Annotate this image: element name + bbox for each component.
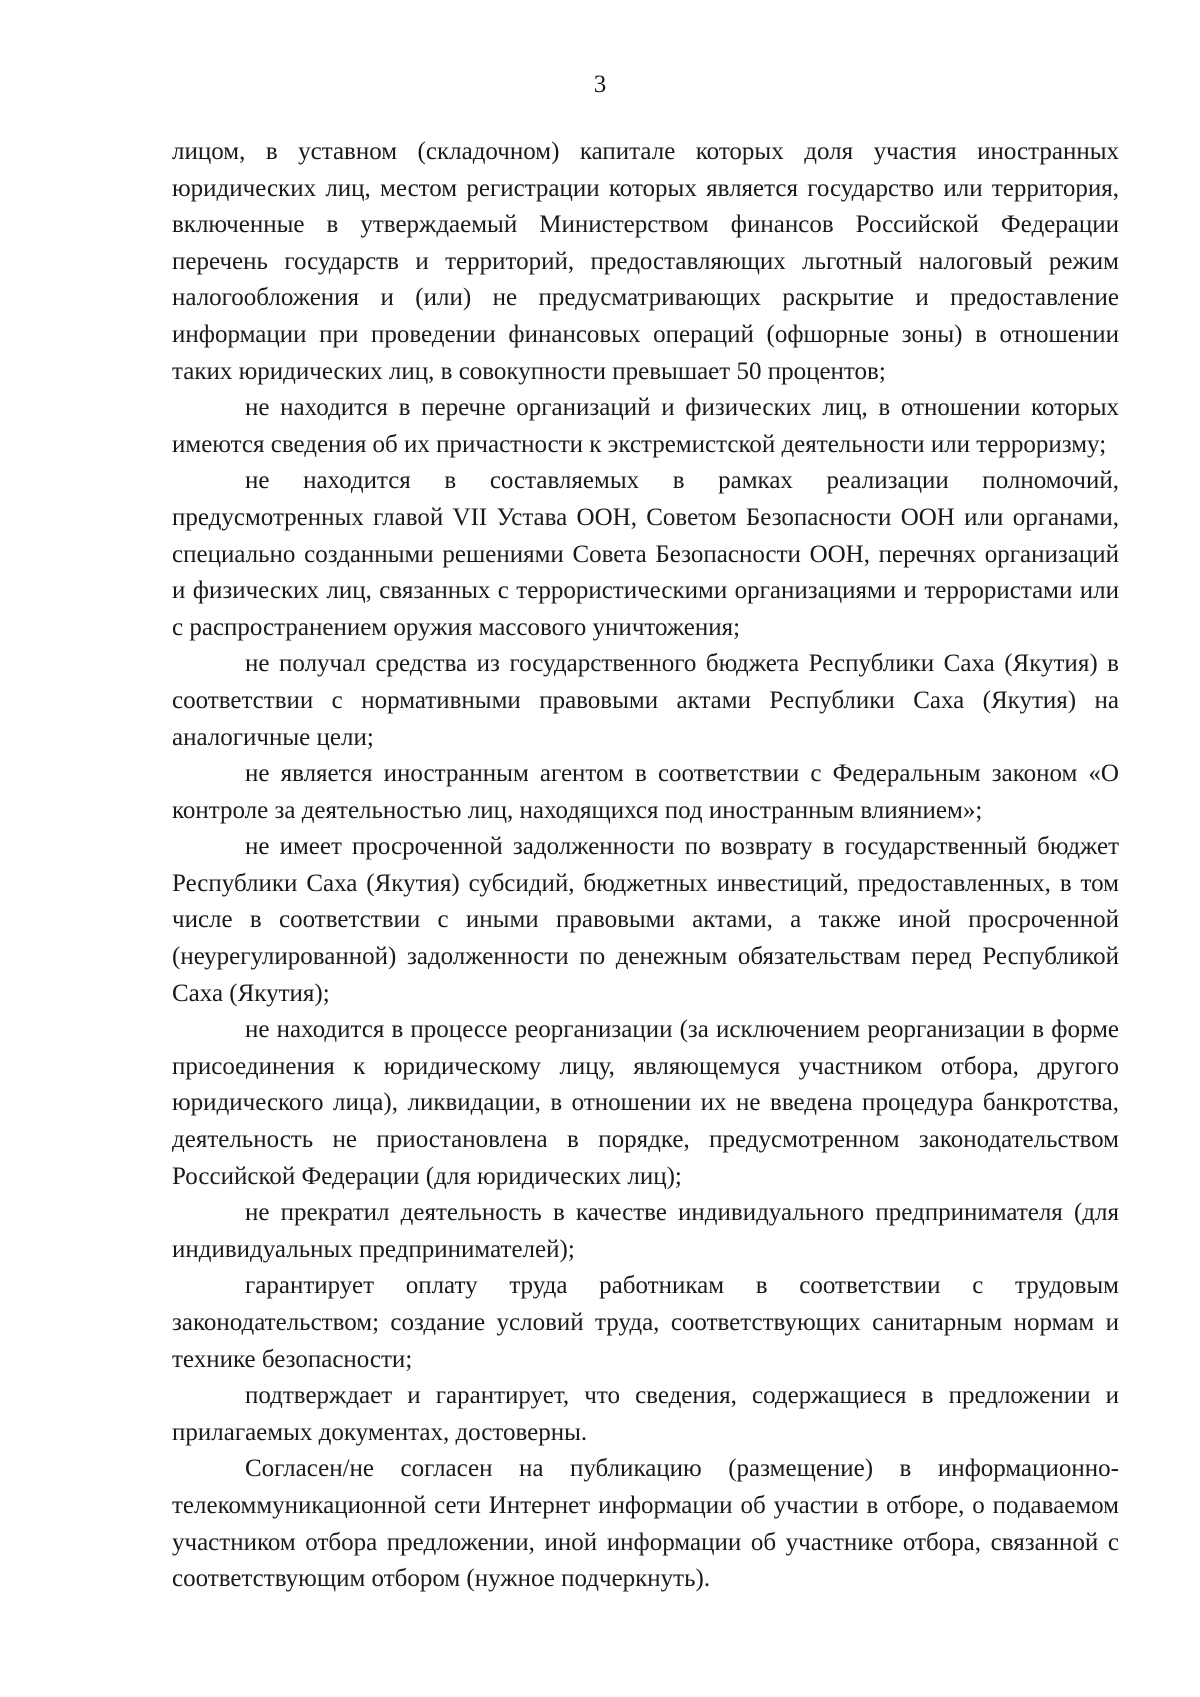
paragraph-un-sanctions-list: не находится в составляемых в рамках реализации полномочий, предусмотренных главой VII Устава ООН, Советом Безопасности ООН или органами, специально созданными решениями Совета Безопасности ООН, перечнях организаций и физических лиц, связанных с террористическими организациями и террористами или с распространением оружия массового уничтожения; (172, 467, 1119, 641)
paragraph-not-foreign-agent: не является иностранным агентом в соответствии с Федеральным законом «О контроле за деятельностью лиц, находящихся под иностранным влиянием»; (172, 760, 1119, 824)
paragraph-offshore-continuation: лицом, в уставном (складочном) капитале которых доля участия иностранных юридических лиц, местом регистрации которых является государство или территория, включенные в утверждаемый Министерством финансов Российской Федерации перечень государств и территорий, предоставляющих льготный налоговый режим налогообложения и (или) не предусматривающих раскрытие и предоставление информации при проведении финансовых операций (офшорные зоны) в отношении таких юридических лиц, в совокупности превышает 50 процентов; (172, 138, 1119, 385)
paragraph-no-overdue-debt: не имеет просроченной задолженности по возврату в государственный бюджет Республики Саха (Якутия) субсидий, бюджетных инвестиций, предоставленных, в том числе в соответствии с иными правовыми актами, а также иной просроченной (неурегулированной) задолженности по денежным обязательствам перед Республикой Саха (Якутия); (172, 833, 1119, 1007)
paragraph-labor-guarantee: гарантирует оплату труда работникам в соответствии с трудовым законодательством; создание условий труда, соответствующих санитарным нормам и технике безопасности; (172, 1272, 1119, 1373)
paragraph-no-reorganization: не находится в процессе реорганизации (за исключением реорганизации в форме присоединения к юридическому лицу, являющемуся участником отбора, другого юридического лица), ликвидации, в отношении их не введена процедура банкротства, деятельность не приостановлена в порядке, предусмотренном законодательством Российской Федерации (для юридических лиц); (172, 1016, 1119, 1190)
page-number: 3 (593, 71, 607, 98)
paragraph-extremism-list: не находится в перечне организаций и физических лиц, в отношении которых имеются сведения об их причастности к экстремистской деятельности или терроризму; (172, 394, 1119, 458)
paragraph-information-accuracy: подтверждает и гарантирует, что сведения, содержащиеся в предложении и прилагаемых документах, достоверны. (172, 1382, 1119, 1446)
paragraph-publication-consent: Согласен/не согласен на публикацию (размещение) в информационно-телекоммуникационной сети Интернет информации об участии в отборе, о подаваемом участником отбора предложении, иной информации об участнике отбора, связанной с соответствующим отбором (нужное подчеркнуть). (172, 1455, 1119, 1593)
paragraph-no-budget-funds: не получал средства из государственного бюджета Республики Саха (Якутия) в соответствии с нормативными правовыми актами Республики Саха (Якутия) на аналогичные цели; (172, 650, 1119, 751)
document-body (172, 134, 1119, 1598)
paragraph-entrepreneur-active: не прекратил деятельность в качестве индивидуального предпринимателя (для индивидуальных предпринимателей); (172, 1199, 1119, 1263)
